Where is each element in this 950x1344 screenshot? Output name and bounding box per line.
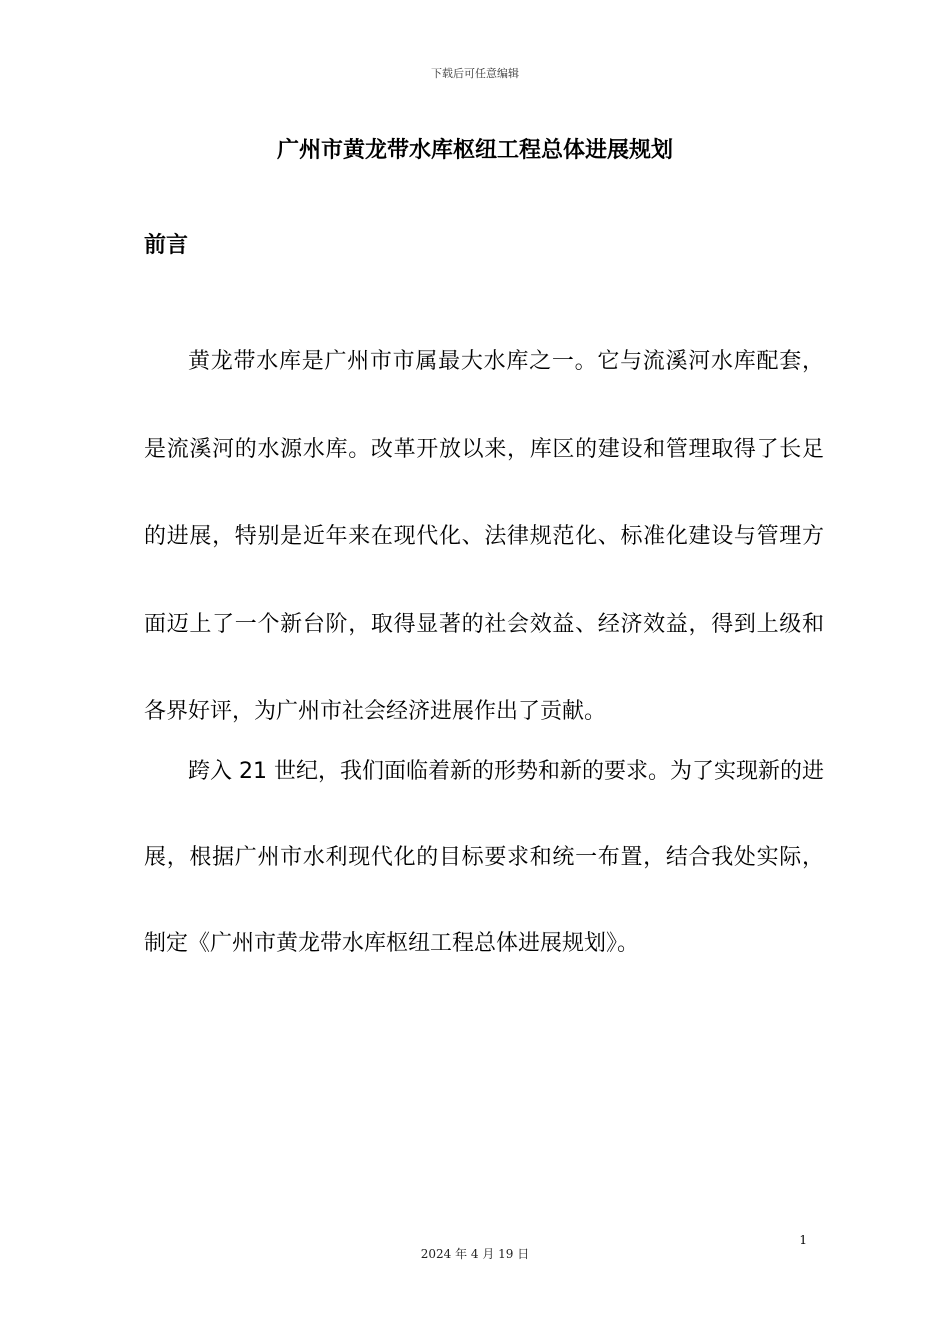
body-paragraph: 跨入 21 世纪，我们面临着新的形势和新的要求。为了实现新的进展，根据广州市水利现代化的目标要求和统一布置，结合我处实际，制定《广州市黄龙带水库枢纽工程总体进展规划》。 bbox=[144, 759, 824, 956]
section-heading: 前言 bbox=[144, 233, 189, 258]
page-header-note: 下载后可任意编辑 bbox=[431, 67, 519, 80]
document-title: 广州市黄龙带水库枢纽工程总体进展规划 bbox=[276, 138, 673, 163]
body-paragraph: 黄龙带水库是广州市市属最大水库之一。它与流溪河水库配套，是流溪河的水源水库。改革开放以来，库区的建设和管理取得了长足的进展，特别是近年来在现代化、法律规范化、标准化建设与管理方面迈上了一个新台阶，取得显著的社会效益、经济效益，得到上级和各界好评，为广州市社会经济进展作出了贡献。 bbox=[144, 349, 824, 724]
page-number: 1 bbox=[799, 1233, 807, 1247]
page-footer-date: 2024 年 4 月 19 日 bbox=[420, 1247, 530, 1261]
